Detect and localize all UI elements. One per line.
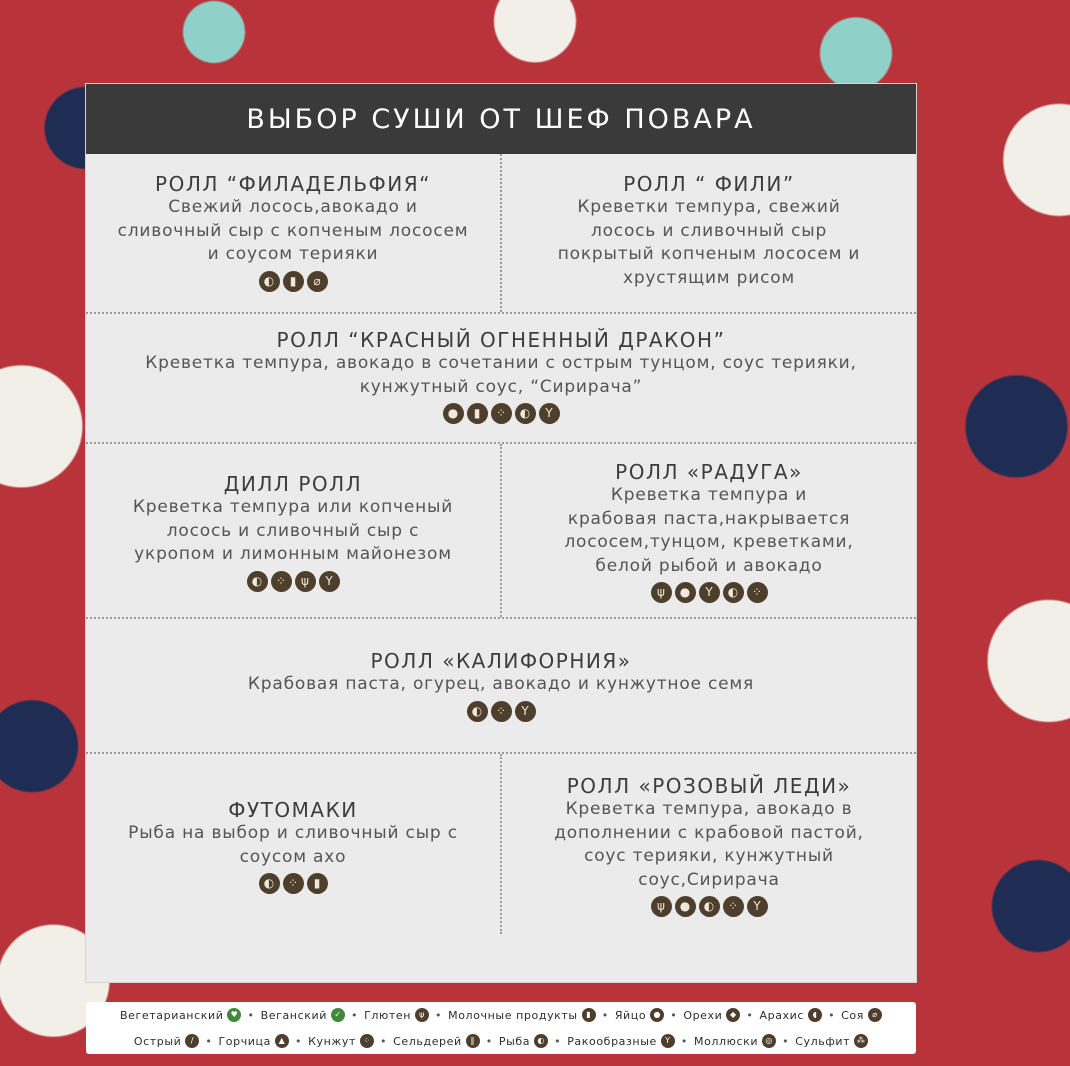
mustard-icon: ▲ [275,1034,289,1048]
roll-title: ДИЛЛ РОЛЛ [223,472,363,496]
dairy-icon: ▮ [307,873,328,894]
egg-icon: ● [675,582,696,603]
dairy-icon: ▮ [467,403,488,424]
legend-item: Яйцо ● [615,1008,664,1022]
menu-row-4 [86,619,916,754]
roll-description-line: Креветки темпура, свежий [577,197,841,217]
gluten-icon: ψ [651,582,672,603]
roll-description-line: Креветка темпура и [610,485,808,505]
roll-title: РОЛЛ «РАДУГА» [615,460,803,484]
nuts-icon: ◆ [726,1008,740,1022]
roll-description-line: соус,Сирирача [638,869,780,890]
sesame-icon: ⁘ [271,571,292,592]
roll-description-line: белой рыбой и авокадо [595,555,823,576]
roll-futomaki [86,754,500,934]
menu-row-2 [86,314,916,444]
allergen-icons [86,403,916,424]
roll-description-line: хрустящим рисом [622,267,796,288]
roll-description-line: кунжутный соус, “Сирирача” [359,376,643,397]
legend-item: Сульфит ⁂ [795,1034,868,1048]
celery-icon: ‖ [466,1034,480,1048]
allergen-icons [502,896,916,917]
legend-item: Глютен ψ [364,1008,429,1022]
roll-fili [502,154,916,312]
shellfish-icon: Y [539,403,560,424]
roll-description-line: Креветка темпура или копченый [132,497,454,517]
roll-description-line: Свежий лосось,авокадо и [168,197,418,217]
allergen-legend [86,1002,916,1054]
egg-icon: ● [650,1008,664,1022]
roll-description-line: крабовая паста,накрывается [567,508,851,529]
legend-item: Моллюски ◎ [694,1034,776,1048]
sesame-icon: ⁘ [491,701,512,722]
roll-description-line: Рыба на выбор и сливочный сыр с [128,823,458,843]
roll-title: ФУТОМАКИ [228,798,358,822]
roll-red-fire-dragon [86,314,916,442]
legend-row-2: Острый / • Горчица ▲ • Кунжут ⁘ • Сельдерей ‖ • Рыба ◐ • Ракообразные Y • Моллюски ◎ • Сульфит ⁂ [86,1028,916,1054]
legend-item: Сельдерей ‖ [393,1034,480,1048]
soy-icon: ⌀ [307,271,328,292]
roll-description-line: укропом и лимонным майонезом [134,544,452,564]
legend-item: Острый / [134,1034,200,1048]
roll-description-line: соус терияки, кунжутный [584,846,834,866]
roll-california [86,619,916,752]
fish-icon: ◐ [515,403,536,424]
soy-icon: ⌀ [868,1008,882,1022]
gluten-icon: ψ [415,1008,429,1022]
roll-title: РОЛЛ “ ФИЛИ” [623,172,795,196]
fish-icon: ◐ [534,1034,548,1048]
roll-description-line: сливочный сыр с копченым лососем [117,220,469,241]
roll-dill [86,444,500,617]
menu-row-1 [86,154,916,314]
shellfish-icon: Y [747,896,768,917]
roll-rainbow [502,444,916,617]
legend-item: Рыба ◐ [499,1034,548,1048]
menu-panel [86,84,916,982]
fish-icon: ◐ [259,271,280,292]
sesame-icon: ⁘ [747,582,768,603]
roll-description-line: и соусом терияки [207,244,379,264]
allergen-icons [86,701,916,722]
sesame-icon: ⁘ [283,873,304,894]
roll-title: РОЛЛ “КРАСНЫЙ ОГНЕННЫЙ ДРАКОН” [276,328,726,352]
legend-item: Орехи ◆ [683,1008,740,1022]
legend-item: Соя ⌀ [841,1008,882,1022]
fish-icon: ◐ [247,571,268,592]
roll-philadelphia [86,154,500,312]
allergen-icons [86,873,500,894]
legend-item: Вегетарианский ♥ [120,1008,241,1022]
dairy-icon: ▮ [582,1008,596,1022]
roll-description-line: лососем,тунцом, креветками, [564,532,854,552]
peanut-icon: ◖ [808,1008,822,1022]
crustacean-icon: Y [661,1034,675,1048]
shellfish-icon: Y [699,582,720,603]
shellfish-icon: Y [515,701,536,722]
menu-title: ВЫБОР СУШИ ОТ ШЕФ ПОВАРА [246,103,756,135]
fish-icon: ◐ [699,896,720,917]
roll-pink-lady [502,754,916,934]
gluten-icon: ψ [651,896,672,917]
roll-description-line: Крабовая паста, огурец, авокадо и кунжутное семя [247,674,755,694]
roll-title: РОЛЛ «КАЛИФОРНИЯ» [370,649,632,673]
legend-item: Молочные продукты ▮ [448,1008,596,1022]
sesame-icon: ⁘ [723,896,744,917]
mollusc-icon: ◎ [762,1034,776,1048]
shellfish-icon: Y [319,571,340,592]
roll-description-line: Креветка темпура, авокадо в сочетании с острым тунцом, соус терияки, [145,353,857,373]
roll-description-line: соусом ахо [239,846,347,867]
sesame-icon: ⁘ [360,1034,374,1048]
legend-item: Горчица ▲ [218,1034,289,1048]
legend-item: Кунжут ⁘ [308,1034,374,1048]
vegetarian-icon: ♥ [227,1008,241,1022]
roll-description-line: лосось и сливочный сыр [590,220,828,241]
roll-description-line: покрытый копченым лососем и [557,244,861,264]
legend-row-1: Вегетарианский ♥ • Веганский ✓ • Глютен ψ • Молочные продукты ▮ • Яйцо ● • Орехи ◆ • Арахис ◖ • Соя ⌀ [86,1002,916,1028]
fish-icon: ◐ [467,701,488,722]
allergen-icons [86,271,500,292]
legend-item: Веганский ✓ [261,1008,345,1022]
sulfite-icon: ⁂ [854,1034,868,1048]
egg-icon: ● [443,403,464,424]
spicy-icon: / [185,1034,199,1048]
legend-item: Арахис ◖ [760,1008,823,1022]
gluten-icon: ψ [295,571,316,592]
roll-title: РОЛЛ “ФИЛАДЕЛЬФИЯ“ [155,172,431,196]
menu-header [86,84,916,154]
dairy-icon: ▮ [283,271,304,292]
roll-title: РОЛЛ «РОЗОВЫЙ ЛЕДИ» [566,774,852,798]
roll-description-line: Креветка темпура, авокадо в [565,799,853,819]
roll-description-line: дополнении с крабовой пастой, [554,822,864,843]
roll-description-line: лосось и сливочный сыр с [166,520,420,541]
egg-icon: ● [675,896,696,917]
allergen-icons [86,571,500,592]
fish-icon: ◐ [259,873,280,894]
legend-item: Ракообразные Y [567,1034,675,1048]
allergen-icons [502,582,916,603]
vegan-icon: ✓ [331,1008,345,1022]
sesame-icon: ⁘ [491,403,512,424]
menu-row-3 [86,444,916,619]
menu-row-5 [86,754,916,934]
fish-icon: ◐ [723,582,744,603]
